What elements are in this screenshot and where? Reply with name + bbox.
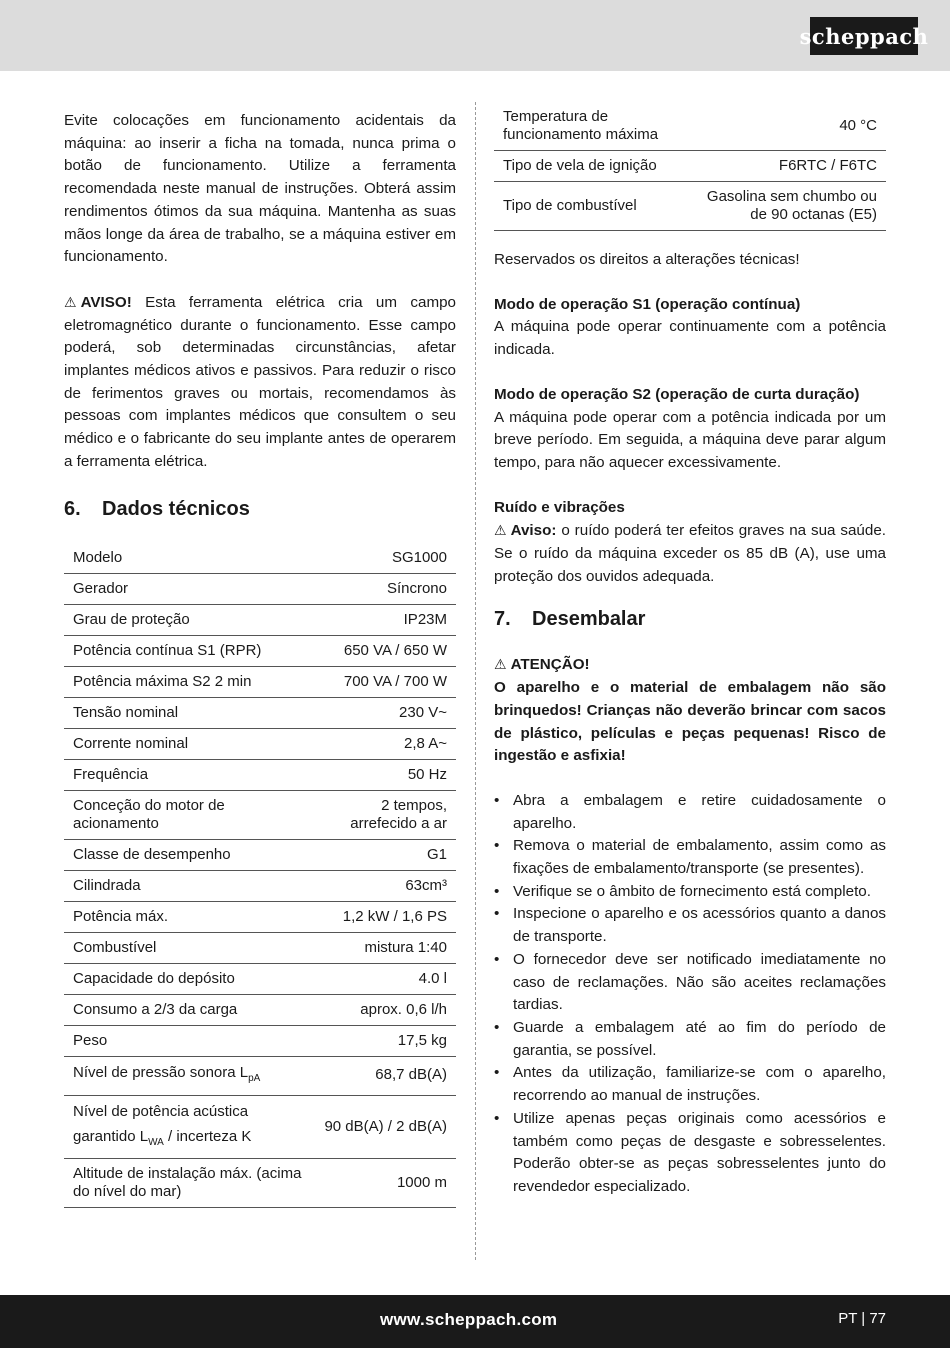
section-title: Desembalar: [532, 608, 646, 631]
column-divider: [475, 102, 476, 1260]
spec-value: Síncrono: [314, 573, 456, 604]
attention-text: O aparelho e o material de embalagem não são brinquedos! Crianças não deverão brincar com sacos de plástico, películas e peças pequenas! Risco de ingestão e asfixia!: [494, 679, 886, 765]
spec-label: Grau de proteção: [64, 604, 314, 635]
right-column: [494, 102, 886, 1199]
spec-value: 17,5 kg: [314, 1025, 456, 1056]
spec-label: Modelo: [64, 545, 314, 574]
attention-label: ⚠ ATENÇÃO!: [494, 653, 886, 677]
spec-label: Combustível: [64, 932, 314, 963]
spec-label: Gerador: [64, 573, 314, 604]
table-row: [494, 151, 886, 182]
section-heading-unpacking: [494, 608, 886, 631]
spec-label: Classe de desempenho: [64, 839, 314, 870]
spec-label: Frequência: [64, 759, 314, 790]
spec-label: Capacidade do depósito: [64, 963, 314, 994]
spec-value: 1,2 kW / 1,6 PS: [314, 901, 456, 932]
spec-label: Tipo de combustível: [494, 182, 691, 231]
noise-warning-label: Aviso:: [510, 522, 557, 540]
s2-title: Modo de operação S2 (operação de curta duração): [494, 385, 860, 403]
spec-value: 90 dB(A) / 2 dB(A): [314, 1095, 456, 1158]
spec-label: Nível de pressão sonora $L_{pA}$: [64, 1056, 314, 1095]
warning-triangle-icon: ⚠: [494, 522, 507, 539]
warning-text: Esta ferramenta elétrica cria um campo eletromagnético durante o funcionamento. Esse campo poderá, sob determinadas circunstâncias, afetar implantes médicos ativos e passivos. Para reduzir o risco de ferimentos graves ou mortais, recomendamos às pessoas com implantes médicos que consultem o seu médico e o fabricante do seu implante antes de operarem a ferramenta elétrica.: [64, 293, 456, 470]
s1-title: Modo de operação S1 (operação contínua): [494, 295, 801, 313]
list-item: • Verifique se o âmbito de fornecimento está completo.: [494, 881, 886, 904]
spec-label: Altitude de instalação máx. (acima do nível do mar): [64, 1158, 314, 1207]
table-row: [64, 728, 456, 759]
table-row: [494, 182, 886, 231]
spec-value: 4.0 l: [314, 963, 456, 994]
left-column: [64, 110, 456, 1208]
table-row: [64, 759, 456, 790]
table-row: [64, 697, 456, 728]
spec-value: Gasolina sem chumbo ou de 90 octanas (E5): [691, 182, 886, 231]
list-item: • Abra a embalagem e retire cuidadosamente o aparelho.: [494, 790, 886, 835]
spec-label: Cilindrada: [64, 870, 314, 901]
table-row: [494, 102, 886, 151]
section-title: Dados técnicos: [102, 497, 250, 520]
table-row: [64, 901, 456, 932]
section-number: 6.: [64, 497, 81, 520]
spec-value: 650 VA / 650 W: [314, 635, 456, 666]
table-row: [64, 604, 456, 635]
emf-warning-paragraph: [64, 291, 456, 474]
spec-label: Temperatura de funcionamento máxima: [494, 102, 691, 151]
page-number: PT | 77: [838, 1310, 886, 1327]
spec-label: Potência máx.: [64, 901, 314, 932]
list-item: • Utilize apenas peças originais como acessórios e também como peças de desgaste e sobresselentes. Poderão obter-se as peças sobresselentes junto do revendedor especializado.: [494, 1108, 886, 1199]
intro-paragraph: Evite colocações em funcionamento acidentais da máquina: ao inserir a ficha na tomada, nunca prima o botão de funcionamento. Utilize a ferramenta recomendada neste manual de instruções. Obterá assim rendimentos ótimos da sua máquina. Mantenha as suas mãos longe da área de trabalho, se a máquina estiver em funcionamento.: [64, 112, 456, 266]
table-row: [64, 545, 456, 574]
spec-table-continued: [494, 102, 886, 231]
spec-value: G1: [314, 839, 456, 870]
spec-label: Potência contínua S1 (RPR): [64, 635, 314, 666]
spec-value: 2,8 A~: [314, 728, 456, 759]
list-item: • Inspecione o aparelho e os acessórios quanto a danos de transporte.: [494, 903, 886, 948]
spec-value: 1000 m: [314, 1158, 456, 1207]
table-row: [64, 870, 456, 901]
spec-label: Potência máxima S2 2 min: [64, 666, 314, 697]
table-row: [64, 635, 456, 666]
spec-label: Consumo a 2/3 da carga: [64, 994, 314, 1025]
unpacking-steps-list: [494, 790, 886, 1199]
noise-warning-text: o ruído poderá ter efeitos graves na sua saúde. Se o ruído da máquina exceder os 85 dB (A), use uma proteção dos ouvidos adequada.: [494, 522, 886, 585]
spec-value: SG1000: [314, 545, 456, 574]
spec-value: 40 °C: [691, 102, 886, 151]
spec-value: 63cm³: [314, 870, 456, 901]
table-row: [64, 932, 456, 963]
list-item: • Guarde a embalagem até ao fim do período de garantia, se possível.: [494, 1017, 886, 1062]
table-row: [64, 994, 456, 1025]
spec-value: mistura 1:40: [314, 932, 456, 963]
table-row: [64, 1095, 456, 1158]
page-footer: [0, 1295, 950, 1348]
table-row: [64, 1158, 456, 1207]
table-row: [64, 963, 456, 994]
s1-text: A máquina pode operar continuamente com a potência indicada.: [494, 318, 886, 359]
spec-value: 700 VA / 700 W: [314, 666, 456, 697]
rights-note: Reservados os direitos a alterações técnicas!: [494, 251, 800, 268]
footer-url: www.scheppach.com: [380, 1310, 558, 1329]
spec-value: aprox. 0,6 l/h: [314, 994, 456, 1025]
spec-value: 68,7 dB(A): [314, 1056, 456, 1095]
warning-triangle-icon: ⚠: [494, 656, 507, 673]
spec-label: Tensão nominal: [64, 697, 314, 728]
table-row: [64, 1025, 456, 1056]
table-row: [64, 839, 456, 870]
spec-label: Peso: [64, 1025, 314, 1056]
list-item: • Antes da utilização, familiarize-se com o aparelho, recorrendo ao manual de instruções.: [494, 1062, 886, 1107]
spec-value: F6RTC / F6TC: [691, 151, 886, 182]
noise-title: Ruído e vibrações: [494, 498, 625, 516]
table-row: [64, 666, 456, 697]
warning-label: AVISO!: [80, 293, 132, 311]
spec-label: Nível de potência acústica garantido $L_{WA}$ / incerteza K: [64, 1095, 314, 1158]
section-heading-tech-data: [64, 498, 456, 521]
list-item: • O fornecedor deve ser notificado imediatamente no caso de reclamações. Não são aceites reclamações tardias.: [494, 949, 886, 1017]
table-row: [64, 1056, 456, 1095]
spec-label: Tipo de vela de ignição: [494, 151, 691, 182]
spec-value: 230 V~: [314, 697, 456, 728]
section-number: 7.: [494, 608, 511, 631]
spec-value: 2 tempos, arrefecido a ar: [314, 790, 456, 839]
spec-value: IP23M: [314, 604, 456, 635]
spec-value: 50 Hz: [314, 759, 456, 790]
spec-table: [64, 545, 456, 1208]
s2-text: A máquina pode operar com a potência indicada por um breve período. Em seguida, a máquina deve parar algum tempo, para não aquecer excessivamente.: [494, 408, 886, 471]
noise-paragraph: [494, 519, 886, 588]
spec-label: Corrente nominal: [64, 728, 314, 759]
table-row: [64, 573, 456, 604]
table-row: [64, 790, 456, 839]
spec-label: Conceção do motor de acionamento: [64, 790, 314, 839]
warning-triangle-icon: ⚠: [64, 293, 77, 310]
brand-logo: scheppach: [810, 17, 918, 55]
list-item: • Remova o material de embalamento, assim como as fixações de embalamento/transporte (se presentes).: [494, 835, 886, 880]
